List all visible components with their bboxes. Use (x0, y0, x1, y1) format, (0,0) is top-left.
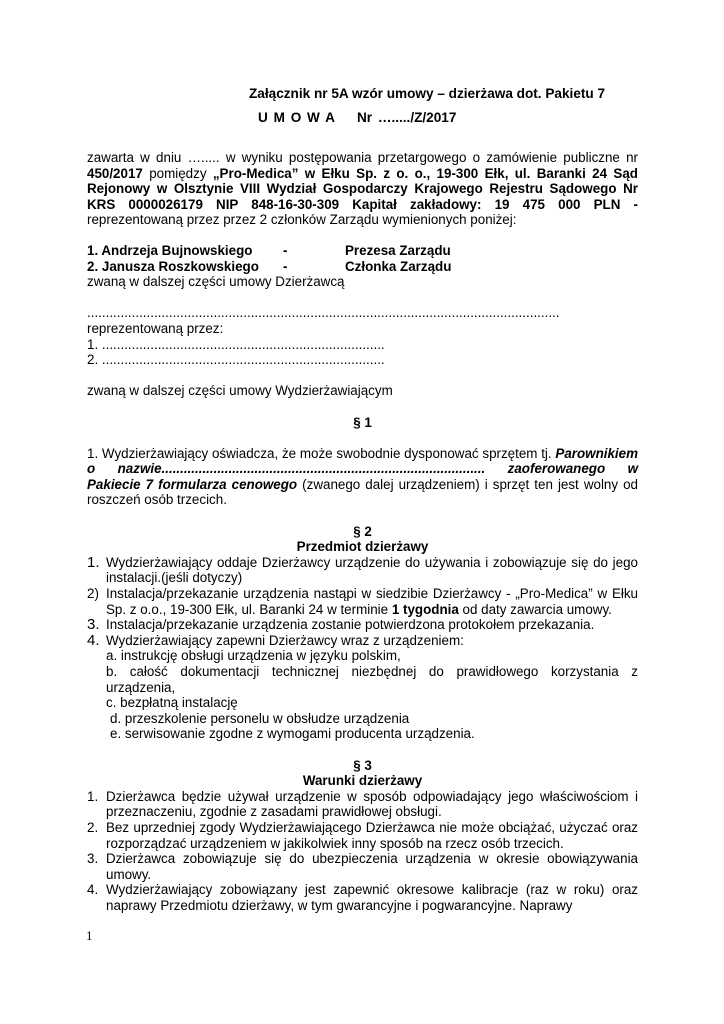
represented-by-2: reprezentowaną przez: (87, 320, 224, 336)
section-3-list (87, 789, 638, 914)
list-item: 4. Wydzierżawiający zapewni Dzierżawcy wraz z urządzeniem: a. instrukcję obsługi urządzenia w języku polskim, b. całość dokumentacji technicznej niezbędnej do prawidłowego korzystania z urządzenia, c. bezpłatną instalację d. przeszkolenie personelu w obsłudze urządzenia e. serwisowanie zgodne z wymogami producenta urządzenia. (87, 631, 638, 742)
list-item: 1. Wydzierżawiający oddaje Dzierżawcy urządzenie do używania i zobowiązuje się do jego instalacji.(jeśli dotyczy) (87, 553, 638, 586)
sub-item: e. serwisowanie zgodne z wymogami producenta urządzenia. (110, 726, 475, 742)
blank-representative-2: 2. ............................................................................ (87, 352, 385, 368)
attachment-title: Załącznik nr 5A wzór umowy – dzierżawa dot. Pakietu 7 (249, 86, 606, 101)
page-number: 1 (86, 928, 93, 943)
offered-package: zaoferowanego w Pakiecie 7 formularza cenowego (87, 461, 638, 492)
company-details: „Pro-Medica” w Ełku Sp. z o. o., 19-300 Ełk, ul. Baranki 24 Sąd Rejonowy w Olsztynie VIII Wydział Gospodarczy Krajowego Rejestru Sądowego Nr KRS 0000026179 NIP 848-16-30-309 Kapitał zakładowy: 19 475 000 PLN - (87, 165, 638, 212)
list-item: 1. Dzierżawca będzie używał urządzenie w sposób odpowiadający jego właściwościom i przeznaczeniu, zgodnie z zasadami prawidłowej obsługi. (87, 788, 638, 820)
contract-heading (258, 110, 456, 125)
sub-item: b. całość dokumentacji technicznej niezbędnej do prawidłowego korzystania z urządzenia, (106, 664, 638, 695)
document-body (87, 150, 638, 914)
lessee-label: zwaną w dalszej części umowy Dzierżawcą (87, 274, 345, 290)
representatives-list (87, 243, 638, 274)
representative-row: 1. Andrzeja Bujnowskiego - Prezesa Zarządu (87, 242, 451, 258)
section-1-text: 1. Wydzierżawiający oświadcza, że może swobodnie dysponować sprzętem tj. Parownikiem o nazwie....................................................................................... zaoferowanego w Pakiecie 7 formularza cenowego (zwanego dalej urządzeniem) i sprzęt ten jest wolny od roszczeń osób trzecich. (87, 445, 638, 508)
section-3-sign: § 3 (353, 757, 372, 773)
blank-party-line: ............................................................................................................................... (87, 305, 560, 321)
section-2-list (87, 555, 638, 742)
contract-number: Nr …...../Z/2017 (356, 110, 457, 125)
section-3-title: Warunki dzierżawy (302, 773, 423, 789)
list-item: 3. Dzierżawca zobowiązuje się do ubezpieczenia urządzenia w okresie obowiązywania umowy. (87, 851, 638, 882)
section-2-title: Przedmiot dzierżawy (296, 539, 429, 555)
representative-row: 2. Janusza Roszkowskiego - Członka Zarządu (87, 258, 452, 274)
blank-representative-1: 1. ............................................................................ (87, 336, 385, 352)
sub-item: d. przeszkolenie personelu w obsłudze urządzenia (110, 710, 410, 726)
device-name: Parownikiem o nazwie....................................................................................... (87, 445, 638, 477)
case-number: 450/2017 (87, 165, 143, 181)
list-item: 3. Instalacja/przekazanie urządzenia zostanie potwierdzona protokołem przekazania. (87, 616, 595, 634)
sub-item: a. instrukcję obsługi urządzenia w języku polskim, (106, 648, 401, 664)
contract-intro: zawarta w dniu …..... w wyniku postępowania przetargowego o zamówienie publiczne nr 450/2017 pomiędzy „Pro-Medica” w Ełku Sp. z o. o., 19-300 Ełk, ul. Baranki 24 Sąd Rejonowy w Olsztynie VIII Wydział Gospodarczy Krajowego Rejestru Sądowego Nr KRS 0000026179 NIP 848-16-30-309 Kapitał zakładowy: 19 475 000 PLN - reprezentowaną przez przez 2 członków Zarządu wymienionych poniżej: (87, 150, 638, 228)
list-item: 2) Instalacja/przekazanie urządzenia nastąpi w siedzibie Dzierżawcy - „Pro-Medica” w Ełku Sp. z o.o., 19-300 Ełk, ul. Baranki 24 w terminie 1 tygodnia od daty zawarcia umowy. (87, 586, 638, 617)
section-2-sign: § 2 (353, 523, 372, 539)
list-item: 2. Bez uprzedniej zgody Wydzierżawiającego Dzierżawca nie może obciążać, użyczać oraz rozporządzać urządzeniem w jakikolwiek inny sposób na rzecz osób trzecich. (87, 819, 638, 851)
represented-by: reprezentowaną przez przez 2 członków Zarządu wymienionych poniżej: (87, 212, 517, 228)
list-item: 4. Wydzierżawiający zobowiązany jest zapewnić okresowe kalibracje (raz w roku) oraz naprawy Przedmiotu dzierżawy, w tym gwarancyjne i pogwarancyjne. Naprawy (87, 882, 638, 913)
section-1-sign: § 1 (353, 414, 372, 430)
sub-item: c. bezpłatną instalację (106, 695, 238, 711)
lessor-label: zwaną w dalszej części umowy Wydzierżawiającym (87, 383, 393, 399)
contract-label: U M O W A (258, 110, 335, 125)
